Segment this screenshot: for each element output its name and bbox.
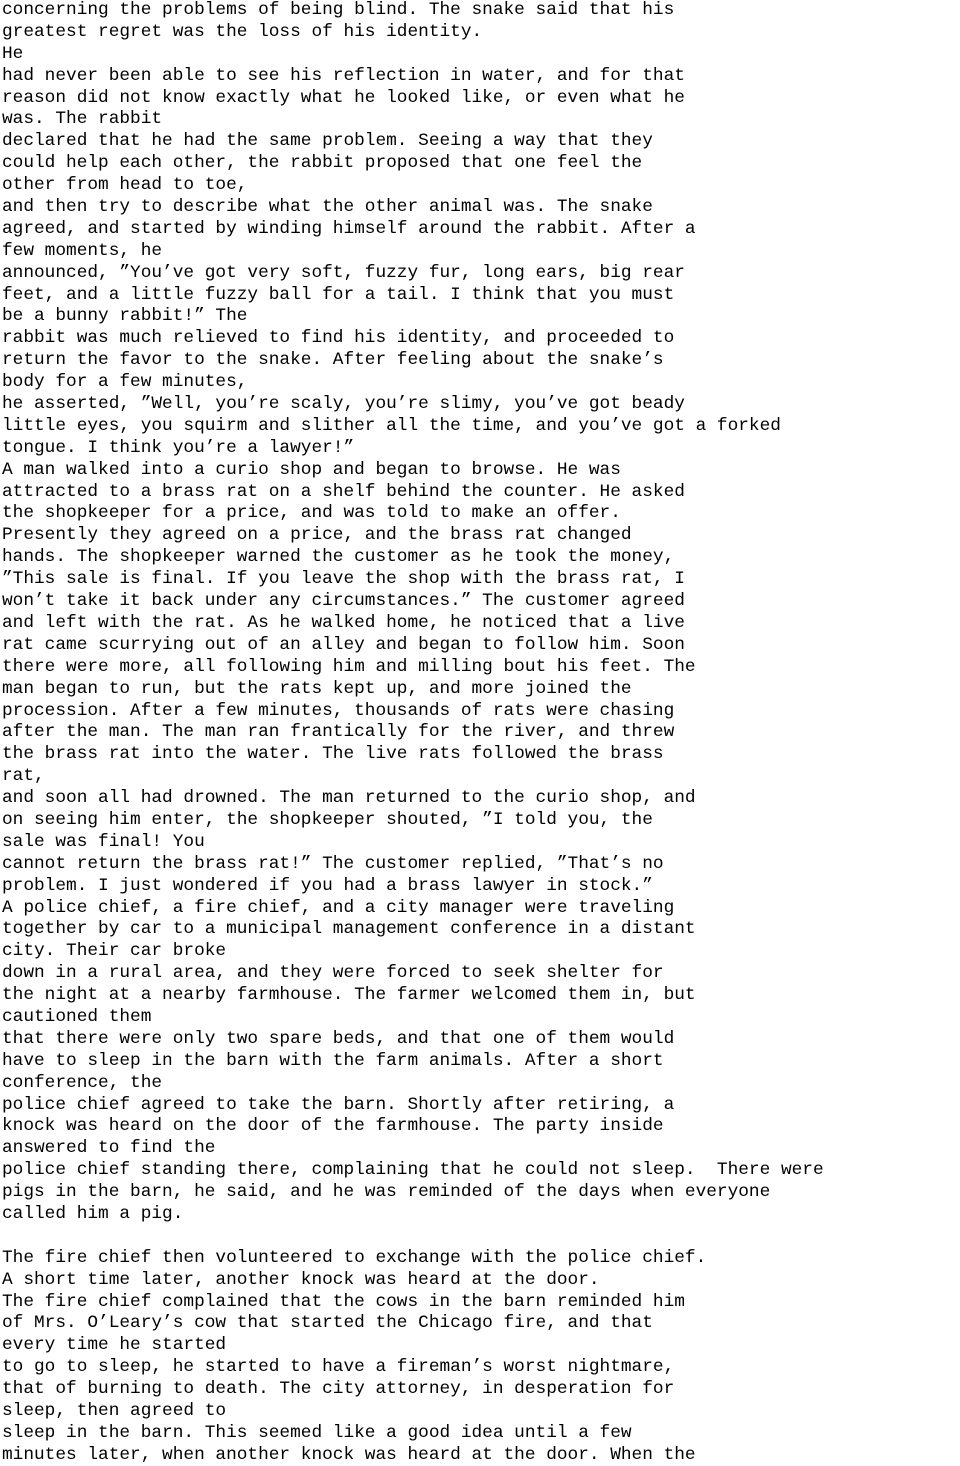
text-line: police chief agreed to take the barn. Shortly after retiring, a (2, 1094, 675, 1115)
text-line: and left with the rat. As he walked home, he noticed that a live (2, 612, 685, 633)
text-line: the brass rat into the water. The live rats followed the brass (2, 744, 664, 765)
text-line: hands. The shopkeeper warned the customer as he took the money, (2, 547, 675, 568)
text-line: there were more, all following him and milling bout his feet. The (2, 656, 696, 677)
text-line: that of burning to death. The city attorney, in desperation for (2, 1379, 675, 1400)
text-line: rabbit was much relieved to find his identity, and proceeded to (2, 328, 675, 349)
text-line: little eyes, you squirm and slither all the time, and you’ve got a forked (2, 415, 781, 436)
text-line: The fire chief complained that the cows in the barn reminded him (2, 1291, 685, 1312)
text-line: the shopkeeper for a price, and was told to make an offer. (2, 503, 621, 524)
text-line: and then try to describe what the other animal was. The snake (2, 197, 653, 218)
text-line: declared that he had the same problem. Seeing a way that they (2, 131, 653, 152)
document-text (2, 0, 960, 1466)
text-line: sale was final! You (2, 831, 205, 852)
text-line: that there were only two spare beds, and that one of them would (2, 1028, 675, 1049)
text-line: called him a pig. (2, 1203, 184, 1224)
text-line: body for a few minutes, (2, 372, 248, 393)
text-line: He (2, 43, 24, 64)
text-line: conference, the (2, 1072, 163, 1093)
text-line: agreed, and started by winding himself around the rabbit. After a (2, 218, 696, 239)
text-line: down in a rural area, and they were forced to seek shelter for (2, 963, 664, 984)
text-line: ”This sale is final. If you leave the shop with the brass rat, I (2, 569, 685, 590)
text-line: cannot return the brass rat!” The customer replied, ”That’s no (2, 853, 664, 874)
text-line: knock was heard on the door of the farmhouse. The party inside (2, 1116, 664, 1137)
text-line: rat, (2, 766, 45, 787)
text-line: of Mrs. O’Leary’s cow that started the Chicago fire, and that (2, 1313, 653, 1334)
text-line: had never been able to see his reflection in water, and for that (2, 65, 685, 86)
text-line: return the favor to the snake. After feeling about the snake’s (2, 350, 664, 371)
text-line: cautioned them (2, 1006, 152, 1027)
text-line: police chief standing there, complaining that he could not sleep. There were (2, 1160, 824, 1181)
text-line: man began to run, but the rats kept up, and more joined the (2, 678, 632, 699)
text-line: reason did not know exactly what he looked like, or even what he (2, 87, 685, 108)
text-line: have to sleep in the barn with the farm animals. After a short (2, 1050, 664, 1071)
text-line: sleep in the barn. This seemed like a good idea until a few (2, 1422, 632, 1443)
blank-line (2, 1226, 960, 1248)
text-line: The fire chief then volunteered to exchange with the police chief. (2, 1247, 707, 1268)
text-line: be a bunny rabbit!” The (2, 306, 248, 327)
text-line: could help each other, the rabbit proposed that one feel the (2, 153, 643, 174)
text-line: the night at a nearby farmhouse. The farmer welcomed them in, but (2, 985, 696, 1006)
text-line: A short time later, another knock was heard at the door. (2, 1269, 600, 1290)
text-line: and soon all had drowned. The man returned to the curio shop, and (2, 788, 696, 809)
text-line: procession. After a few minutes, thousands of rats were chasing (2, 700, 675, 721)
text-line: answered to find the (2, 1138, 216, 1159)
text-line: every time he started (2, 1335, 227, 1356)
text-line: rat came scurrying out of an alley and began to follow him. Soon (2, 634, 685, 655)
text-line: sleep, then agreed to (2, 1401, 227, 1421)
text-line: greatest regret was the loss of his identity. (2, 21, 483, 42)
text-line: minutes later, when another knock was heard at the door. When the (2, 1444, 696, 1465)
text-line: problem. I just wondered if you had a brass lawyer in stock.” (2, 875, 653, 896)
text-line: A police chief, a fire chief, and a city manager were traveling (2, 897, 675, 918)
text-line: few moments, he (2, 240, 163, 261)
text-line: to go to sleep, he started to have a fireman’s worst nightmare, (2, 1357, 675, 1378)
text-line: attracted to a brass rat on a shelf behind the counter. He asked (2, 481, 685, 502)
text-line: A man walked into a curio shop and began to browse. He was (2, 459, 621, 480)
text-line: tongue. I think you’re a lawyer!” (2, 437, 355, 458)
text-line: on seeing him enter, the shopkeeper shouted, ”I told you, the (2, 809, 653, 830)
text-line: together by car to a municipal management conference in a distant (2, 919, 696, 940)
text-line: Presently they agreed on a price, and the brass rat changed (2, 525, 632, 546)
text-line: pigs in the barn, he said, and he was reminded of the days when everyone (2, 1182, 771, 1203)
text-line: concerning the problems of being blind. The snake said that his (2, 0, 675, 20)
text-line: other from head to toe, (2, 175, 248, 196)
text-line: won’t take it back under any circumstances.” The customer agreed (2, 591, 685, 612)
text-line: he asserted, ”Well, you’re scaly, you’re slimy, you’ve got beady (2, 394, 685, 415)
document-page (2, 0, 960, 1466)
text-line: feet, and a little fuzzy ball for a tail. I think that you must (2, 284, 675, 305)
text-line: city. Their car broke (2, 941, 227, 962)
text-line: after the man. The man ran frantically for the river, and threw (2, 722, 675, 743)
text-line: was. The rabbit (2, 109, 163, 130)
text-line: announced, ”You’ve got very soft, fuzzy fur, long ears, big rear (2, 262, 685, 283)
